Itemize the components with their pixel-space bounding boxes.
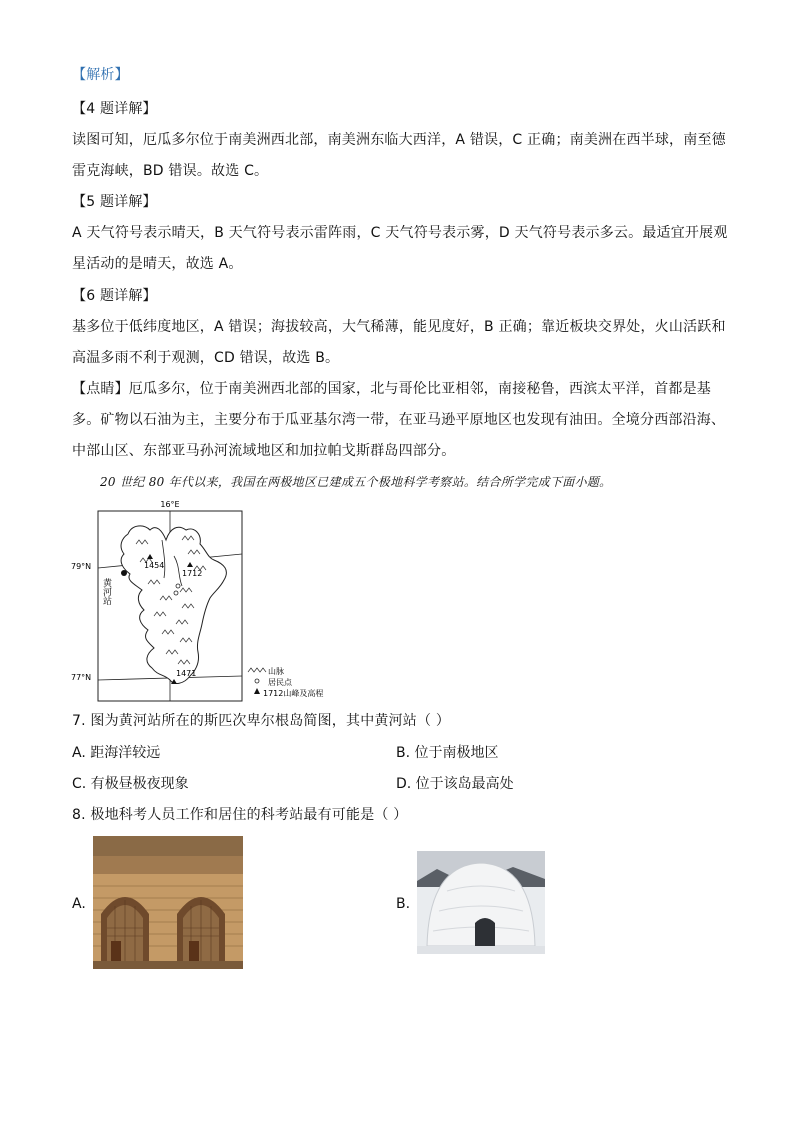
legend-peak-label: 1712山峰及高程 [263, 689, 324, 698]
q8-stem: 8. 极地科考人员工作和居住的科考站最有可能是（ ） [72, 807, 408, 823]
island-outline [121, 526, 226, 684]
tip-line-2: 多。矿物以石油为主，主要分布于瓜亚基尔湾一带，在亚马逊平原地区也发现有油田。全境分西部沿海、 [72, 412, 726, 428]
tip-line-3: 中部山区、东部亚马孙河流域地区和加拉帕戈斯群岛四部分。 [72, 443, 456, 459]
map-lat-top: 79°N [71, 562, 92, 571]
map-lat-bottom: 77°N [71, 673, 92, 682]
q7-option-a[interactable]: A. 距海洋较远 [72, 745, 161, 761]
q4-line-1: 读图可知，厄瓜多尔位于南美洲西北部，南美洲东临大西洋，A 错误，C 正确；南美洲在西半球，南至德 [72, 132, 726, 148]
settlement-1 [176, 584, 180, 588]
q5-header: 【5 题详解】 [72, 194, 157, 210]
peak-2-label: 1712 [182, 569, 203, 578]
q8-option-b-label[interactable]: B. [396, 896, 411, 912]
legend-settlement-symbol [255, 679, 259, 683]
q6-line-2: 高温多雨不利于观测，CD 错误，故选 B。 [72, 350, 340, 366]
settlement-2 [174, 591, 178, 595]
peak-3-label: 1471 [176, 669, 197, 678]
map-lon-label: 16°E [160, 500, 180, 509]
legend-settlement-label: 居民点 [268, 678, 292, 687]
map-station-label: 黄河站 [101, 578, 111, 605]
svalbard-map [70, 496, 370, 706]
q8-photo-a-cave-dwelling[interactable] [93, 836, 243, 969]
q7-option-d[interactable]: D. 位于该岛最高处 [396, 776, 514, 792]
q6-line-1: 基多位于低纬度地区，A 错误；海拔较高，大气稀薄，能见度好，B 正确；靠近板块交界处，火山活跃和 [72, 319, 726, 335]
q8-option-a-label[interactable]: A. [72, 896, 86, 912]
legend-mountain-label: 山脉 [268, 667, 284, 676]
q6-header: 【6 题详解】 [72, 288, 157, 304]
tip-text-1: 厄瓜多尔，位于南美洲西北部的国家，北与哥伦比亚相邻，南接秘鲁，西滨太平洋，首都是基 [128, 381, 712, 397]
peak-1-label: 1454 [144, 561, 165, 570]
igloo-image [417, 851, 545, 954]
huanghe-station-dot [121, 570, 127, 576]
q7-stem: 7. 图为黄河站所在的斯匹次卑尔根岛简图，其中黄河站（ ） [72, 713, 451, 729]
legend-mountain-symbol [248, 668, 266, 672]
q5-line-2: 星活动的是晴天，故选 A。 [72, 256, 243, 272]
q4-header: 【4 题详解】 [72, 101, 157, 117]
tip-header: 【点睛】 [72, 381, 129, 397]
section-intro: 20 世纪 80 年代以来，我国在两极地区已建成五个极地科学考察站。结合所学完成下面小题。 [100, 475, 612, 489]
q8-photo-b-igloo[interactable] [417, 851, 545, 954]
q7-option-c[interactable]: C. 有极昼极夜现象 [72, 776, 189, 792]
q5-line-1: A 天气符号表示晴天，B 天气符号表示雷阵雨，C 天气符号表示雾，D 天气符号表示多云。最适宜开展观 [72, 225, 728, 241]
q7-option-b[interactable]: B. 位于南极地区 [396, 745, 499, 761]
legend-peak-symbol [254, 688, 260, 694]
tip-line-1 [72, 379, 711, 399]
analysis-header: 【解析】 [72, 67, 129, 83]
q4-line-2: 雷克海峡，BD 错误。故选 C。 [72, 163, 269, 179]
cave-dwelling-image [93, 836, 243, 969]
